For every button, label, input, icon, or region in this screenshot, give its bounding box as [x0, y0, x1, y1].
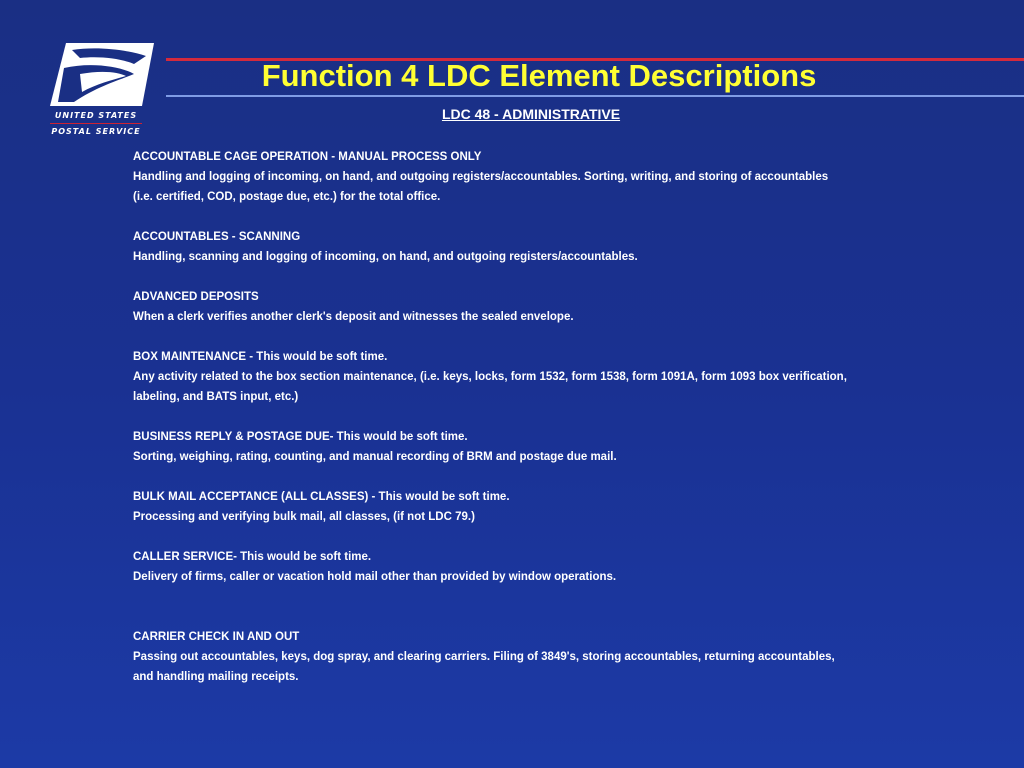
entry-heading: BUSINESS REPLY & POSTAGE DUE- This would be soft time. [133, 431, 468, 443]
entry-description-line: Delivery of firms, caller or vacation hold mail other than provided by window operations. [133, 571, 617, 583]
entry-description-line: Any activity related to the box section maintenance, (i.e. keys, locks, form 1532, form 1538, form 1091A, form 1093 box verification, [133, 371, 847, 383]
entry-description-line: and handling mailing receipts. [133, 671, 299, 683]
section-subtitle: LDC 48 - ADMINISTRATIVE [441, 106, 621, 122]
entry-heading: ACCOUNTABLE CAGE OPERATION - MANUAL PROCESS ONLY [133, 151, 482, 163]
descriptions-list [133, 147, 1013, 707]
entry-description-line: Passing out accountables, keys, dog spray, and clearing carriers. Filing of 3849's, storing accountables, returning accountables, [133, 651, 835, 663]
header-rule-bottom [166, 95, 1024, 97]
entry-description-line: Handling and logging of incoming, on hand, and outgoing registers/accountables. Sorting, writing, and storing of accountables [133, 171, 829, 183]
entry-heading: BOX MAINTENANCE - This would be soft time. [133, 351, 388, 363]
entry-description-line: Handling, scanning and logging of incoming, on hand, and outgoing registers/accountables. [133, 251, 638, 263]
logo-text-postal-service: POSTAL SERVICE [51, 127, 141, 136]
entry-description-line: labeling, and BATS input, etc.) [133, 391, 299, 403]
eagle-icon [50, 40, 154, 106]
entry-description-line: When a clerk verifies another clerk's deposit and witnesses the sealed envelope. [133, 311, 574, 323]
page-title: Function 4 LDC Element Descriptions [261, 58, 817, 93]
entry-carrier-check-in-out [133, 627, 1013, 687]
entry-heading: ADVANCED DEPOSITS [133, 291, 259, 303]
entry-business-reply-postage-due [133, 427, 1013, 467]
entry-caller-service [133, 547, 1013, 587]
logo-text-united-states: UNITED STATES [54, 111, 138, 120]
entry-description-line: (i.e. certified, COD, postage due, etc.) for the total office. [133, 191, 441, 203]
entry-description-line: Sorting, weighing, rating, counting, and manual recording of BRM and postage due mail. [133, 451, 617, 463]
entry-heading: BULK MAIL ACCEPTANCE (ALL CLASSES) - This would be soft time. [133, 491, 510, 503]
entry-description-line: Processing and verifying bulk mail, all classes, (if not LDC 79.) [133, 511, 475, 523]
entry-box-maintenance [133, 347, 1013, 407]
entry-accountables-scanning [133, 227, 1013, 267]
entry-heading: CALLER SERVICE- This would be soft time. [133, 551, 372, 563]
entry-heading: CARRIER CHECK IN AND OUT [133, 631, 300, 643]
usps-logo [46, 40, 156, 140]
entry-bulk-mail-acceptance [133, 487, 1013, 527]
logo-divider [50, 123, 142, 124]
entry-accountable-cage-operation [133, 147, 1013, 207]
entry-heading: ACCOUNTABLES - SCANNING [133, 231, 301, 243]
entry-advanced-deposits [133, 287, 1013, 327]
